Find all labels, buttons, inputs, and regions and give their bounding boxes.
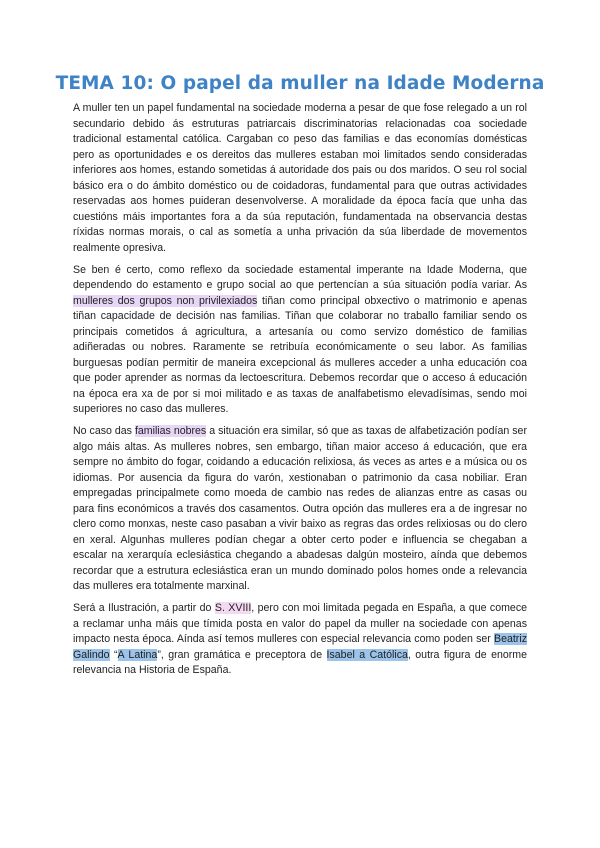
- paragraph-3-text-b: a situación era similar, só que as taxas de alfabetización podían ser algo máis altas. As mulleres nobres, sen embargo, tiñan maior acceso á educación, que era sempre no ámbito do fogar, coidando a educación relixiosa, ás veces as artes e a música ou os idiomas. Por ausencia da figura do varón, xestionaban o patrimonio da casa nobiliar. Eran empregadas principalmete como moeda de cambio nas redes de alianzas entre as casas ou para fins económicos a través dos casamentos. Outra opción das mulleres era a de ingresar no clero como monxas, neste caso pasaban a vivir baixo as regras das ordes relixiosas ou do clero en xeral. Algunhas mulleres podían chegar a obter certo poder e influencia se chegaban a escalar na xerarquía eclesiástica chegando a abadesas dalgún mosteiro, aínda que debemos recordar que a estrutura eclesiástica eran un mundo dominado polos homes onde a relevancia das mulleres era totalmente marxinal.: [73, 425, 527, 592]
- paragraph-3: [73, 424, 527, 595]
- highlight-noble-families: familias nobres: [134, 425, 207, 437]
- paragraph-4: [73, 601, 527, 679]
- highlight-a-latina: A Latina: [117, 648, 158, 661]
- highlight-beatriz-galindo: Beatriz Galindo: [73, 633, 527, 661]
- paragraph-1: A muller ten un papel fundamental na sociedade moderna a pesar de que fose relegado a un rol secundario debido ás estruturas patriarcais discriminatorias relacionadas coa sociedade tradicional estamental católica. Cargaban co peso das familias e das economías domésticas pero as oportunidades e os dereitos das mulleres estaban moi limitados sendo consideradas inferiores aos homes, estando sometidas á autoridade dos pais ou dos maridos. O seu rol social básico era o do ámbito doméstico ou de coidadoras, fundamental para que outras actividades reservadas aos homes puideran desenvolverse. A moralidade da época facía que unha das cuestións máis importantes fora a da súa reputación, fundamentada na observancia destas ríxidas normas morais, o cal as sometía a unha privación da súa liberdade de movementos realmente opresiva.: [73, 102, 527, 254]
- highlight-non-privileged-women: mulleres dos grupos non privilexiados: [73, 294, 258, 307]
- paragraph-2-text-a: Se ben é certo, como reflexo da sociedade estamental imperante na Idade Moderna, que dependendo do estamento e grupo social ao que pertencían a súa situación podía variar. As: [73, 263, 527, 291]
- paragraph-4-text-c: “: [109, 648, 118, 661]
- paragraph-2: [73, 263, 527, 418]
- paragraph-4-text-a: Será a Ilustración, a partir do: [73, 602, 215, 614]
- paragraph-3-text-a: No caso das: [73, 425, 135, 437]
- document-body: [73, 101, 527, 685]
- highlight-century: S. XVIII: [214, 602, 252, 614]
- paragraph-4-text-b: , pero con moi limitada pegada en España, a que comece a reclamar unha máis que tímida posta en valor do papel da muller na sociedade con apenas impacto nesta época. Aínda así temos mulleres con especial relevancia como poden ser: [73, 602, 528, 645]
- highlight-isabel-catolica: Isabel a Católica: [326, 648, 408, 661]
- page-title: TEMA 10: O papel da muller na Idade Moderna: [55, 73, 545, 94]
- paragraph-2-text-b: tiñan como principal obxectivo o matrimonio e apenas tiñan capacidade de decisión nas familias. Tiñan que colaborar no traballo familiar sendo os principais cometidos á agricultura, a artesanía ou como servizo doméstico de familias adiñeradas ou nobres. Raramente se retribuía económicamente o seu labor. As familias burguesas podían permitir de maneira excepcional ás mulleres acceder a unha educación coa que poder aprender as normas da lectoescritura. Debemos recordar que o acceso á educación na época era xa de por si moi militado e as taxas de analfabetismo elevadísimas, sendo moi superiores no caso das mulleres.: [73, 294, 527, 415]
- paragraph-4-text-e: , outra figura de enorme relevancia na Historia de España.: [73, 648, 527, 676]
- paragraph-4-text-d: ”, gran gramática e preceptora de: [157, 648, 327, 661]
